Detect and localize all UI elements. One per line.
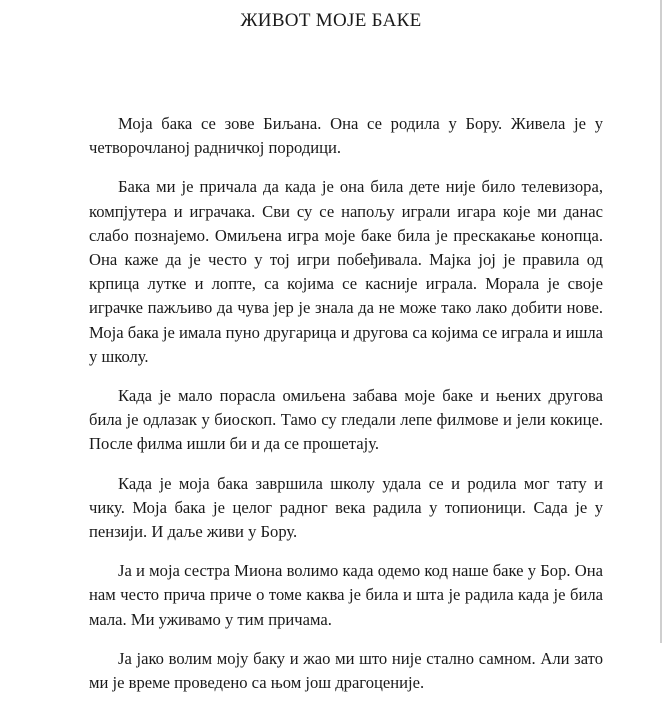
document-title: ЖИВОТ МОЈЕ БАКЕ xyxy=(240,10,422,31)
document-body xyxy=(89,112,603,710)
paragraph-3: Када је мало порасла омиљена забава моје баке и њених другова била је одлазак у биоскоп. Тамо су гледали лепе филмове и јели кокице. После филма ишли би и да се прошетају. xyxy=(89,386,603,454)
paragraph-5: Ја и моја сестра Миона волимо када одемо код наше баке у Бор. Она нам често прича приче о томе каква је била и шта је радила када је била мала. Ми уживамо у тим причама. xyxy=(89,561,603,629)
paragraph-6: Ја јако волим моју баку и жао ми што није стално самном. Али зато ми је време проведено са њом још драгоценије. xyxy=(89,648,603,693)
paragraph-1: Моја бака се зове Биљана. Она се родила у Бору. Живела је у четворочланој радничкој породици. xyxy=(89,114,603,158)
paragraph-4: Када је моја бака завршила школу удала се и родила мог тату и чику. Моја бака је целог радног века радила у топионици. Сада је у пензији. И даље живи у Бору. xyxy=(89,473,603,542)
paragraph-2: Бака ми је причала да када је она била дете није било телевизора, компјутера и играчака. Сви су се напољу играли игара које ми данас слабо познајемо. Омиљена игра моје баке била је прескакање конопца. Она каже да је често у тој игри побеђивала. Мајка јој је правила од крпица лутке и лопте, са којима се касније играла. Морала је своје играчке пажљиво да чува јер је знала да не може тако лако добити нове. Моја бака је имала пуно другарица и другова са којима се играла и ишла у школу. xyxy=(89,177,604,366)
